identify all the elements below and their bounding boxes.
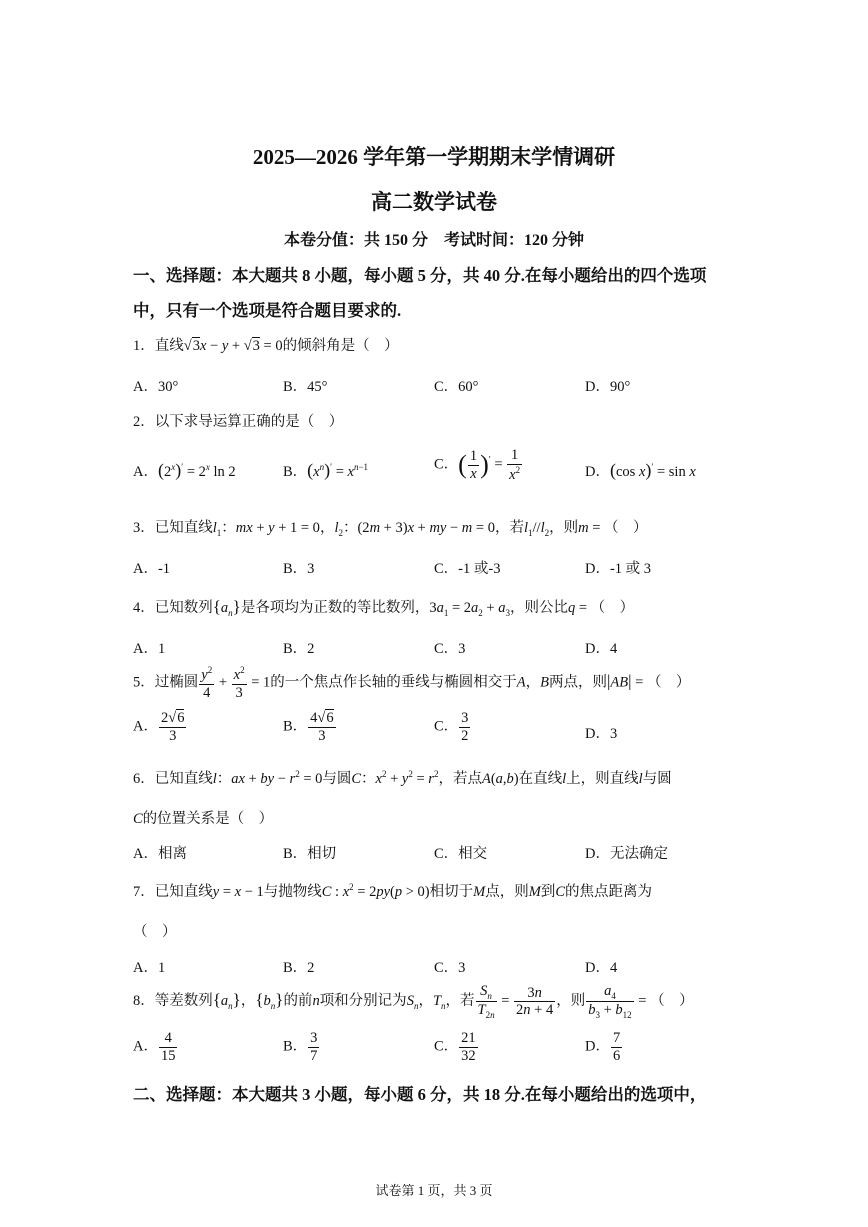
q4-suffix: ，则公比 [509,600,568,616]
q6-mid: 与圆 [322,771,352,787]
exam-title: 2025—2026 学年第一学期期末学情调研 [252,145,616,169]
q6-option-a: A．相离 [133,846,187,862]
q8-mid4: ，则 [556,993,586,1010]
q8-option-b: B． $\frac{3}{7}$ [283,1030,318,1064]
section1-line2: 中，只有一个选项是符合题目要求的. [133,301,402,320]
q1-option-c: C．60° [434,379,479,395]
q6-option-b: B．相切 [283,846,337,862]
q5-option-b: B． $\frac{4√6}{3}$ [283,710,334,744]
q3-tail: （ ） [604,520,648,536]
q6-option-c: C．相交 [434,846,488,862]
q5-option-c: C． $\frac{3}{2}$ [434,710,469,744]
question-7: 7．已知直线y = x − 1与抛物线C : $x^2 = 2py(p > 0)$相切于M点，则M到C的焦点距离为 [133,882,652,900]
q4-option-b: B．2 [283,641,315,657]
q8-mid3: ，若 [445,993,475,1010]
q8-option-d: D． $\frac{7}{6}$ [585,1030,621,1064]
q8-option-c: C． $\frac{21}{32}$ [434,1030,476,1064]
q3-prefix: 3．已知直线 [133,520,213,536]
q1-option-a: A．30° [133,379,179,395]
q8-option-a: A． $\frac{4}{15}$ [133,1030,176,1064]
q4-prefix: 4．已知数列 [133,600,213,616]
q4-option-c: C．3 [434,641,466,657]
exam-meta: 本卷分值：共 150 分 考试时间：120 分钟 [283,232,584,249]
question-1 [133,334,399,355]
q1-option-d: D．90° [585,379,631,395]
q2-option-d: D．(cos x)′ = sin x [585,460,696,480]
q6-mid2: ，若点 [438,771,482,787]
q5-tail: （ ） [646,674,691,691]
q2-option-a: A．$(2^x)' = 2^x$ ln 2 [133,460,236,480]
q6-mid4: 上，则直线 [566,771,639,787]
q3-option-c: C．-1 或-3 [434,561,501,577]
q5-mid2: 两点，则 [548,674,607,691]
question-6: 6．已知直线l：ax + by − $r^2 = 0$与圆C：$x^2 + y^2 = r^2$，若点A(a,b)在直线l上，则直线l与圆 [133,769,672,787]
q3-option-d: D．-1 或 3 [585,561,652,577]
q1-prefix: 1．直线 [133,338,184,354]
q2-option-c: C．( $\frac{1}{x}$ )′ = $\frac{1}{x^2}$ [434,447,521,483]
q8-mid: 的前 [283,993,313,1010]
q7-mid3: 点，则 [485,884,529,900]
q6-prefix: 6．已知直线 [133,771,213,787]
q6-mid5: 与圆 [642,771,672,787]
q7-prefix: 7．已知直线 [133,884,213,900]
q3-option-a: A．-1 [133,561,171,577]
q5-prefix: 5．过椭圆 [133,674,199,691]
question-7-line2: （ ） [133,924,177,940]
q1-suffix: 的倾斜角是（ ） [282,338,399,354]
question-6-line2: C的位置关系是（ ） [133,811,274,827]
q7-mid5: 的焦点距离为 [564,884,652,900]
question-3: 3．已知直线$l_1$：mx + y + 1 = 0，$l_2$：(2m + 3)x + my − m = 0，若$l_1//l_2$，则m = （ ） [133,520,648,538]
q4-tail: （ ） [590,600,635,616]
question-2: 2．以下求导运算正确的是（ ） [133,414,344,430]
q6-line2: 的位置关系是（ ） [142,811,274,827]
q7-option-d: D．4 [585,960,618,976]
q8-tail: （ ） [650,993,694,1010]
question-5: 5．过椭圆 $\frac{y^2}{4}$ + $\frac{x^2}{3}$ = 1的一个焦点作长轴的垂线与椭圆相交于A，B两点，则|AB| = （ ） [133,665,691,701]
q8-mid2: 项和分别记为 [319,993,407,1010]
q7-mid2: 相切于 [429,884,474,900]
q2-option-b: B．$(x^n)' = x^{n-1}$ [283,460,369,480]
q3-mid1: ， [319,520,335,536]
q7-option-a: A．1 [133,960,166,976]
page-footer: 试卷第 1 页，共 3 页 [375,1183,493,1198]
section1-line1: 一、选择题：本大题共 8 小题，每小题 5 分，共 40 分.在每小题给出的四个选项 [133,266,707,285]
q3-option-b: B．3 [283,561,315,577]
q5-mid: 的一个焦点作长轴的垂线与椭圆相交于 [270,674,517,691]
q7-option-b: B．2 [283,960,315,976]
q4-mid: 是各项均为正数的等比数列， [240,600,430,616]
q8-prefix: 8．等差数列 [133,993,213,1010]
q7-mid: 与抛物线 [263,884,322,900]
q7-option-c: C．3 [434,960,466,976]
q4-option-a: A．1 [133,641,166,657]
q7-mid4: 到 [540,884,556,900]
q1-formula: √3x − y + √3 = 0 [183,338,283,354]
q1-option-b: B．45° [283,379,328,395]
q3-suffix: ，则 [549,520,579,536]
question-8: 8．等差数列$\{a_n\}$，$\{b_n\}$的前n项和分别记为$S_n$，$T_n$，若 $\frac{S_n}{T_{2n}}$ = $\frac{3n}{2n + 4}$ ，则 $\frac{a_4}{b_3 + b_{12}}$ = （ ） [133,983,694,1021]
q6-mid3: 在直线 [518,771,563,787]
q6-option-d: D．无法确定 [585,846,668,862]
section2-line1: 二、选择题：本大题共 3 小题，每小题 6 分，共 18 分.在每小题给出的选项中， [133,1085,707,1104]
exam-subtitle: 高二数学试卷 [371,190,497,214]
q3-mid2: ，若 [494,520,524,536]
question-4: 4．已知数列$\{a_n\}$是各项均为正数的等比数列，$3a_1 = 2a_2 + a_3$，则公比q = （ ） [133,597,635,618]
q4-option-d: D．4 [585,641,618,657]
q5-option-d: D．3 [585,726,618,742]
q5-option-a: A． $\frac{2√6}{3}$ [133,710,185,744]
